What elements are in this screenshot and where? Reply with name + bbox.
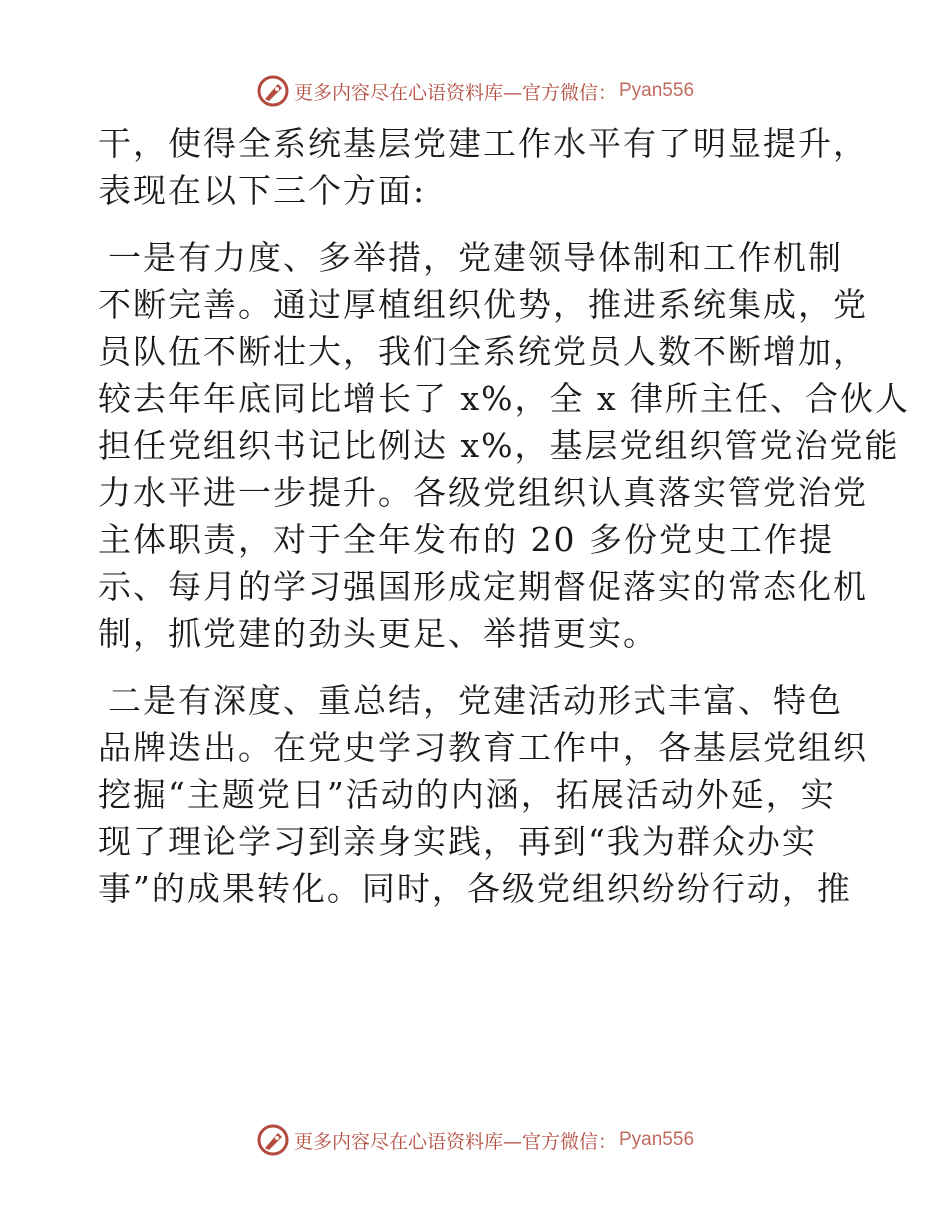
text-line: 一是有力度、多举措，党建领导体制和工作机制 bbox=[108, 238, 843, 277]
pen-nib-logo-icon bbox=[256, 1123, 290, 1157]
footer-banner bbox=[0, 1120, 950, 1160]
text-line: 品牌迭出。在党史学习教育工作中，各基层党组织 bbox=[98, 728, 868, 767]
text-line: 事”的成果转化。同时，各级党组织纷纷行动，推 bbox=[98, 869, 852, 908]
pen-nib-logo-icon bbox=[256, 74, 290, 108]
text-line: 不断完善。通过厚植组织优势，推进系统集成，党 bbox=[98, 285, 868, 324]
document-body bbox=[98, 120, 911, 912]
text-line: 表现在以下三个方面: bbox=[98, 171, 427, 210]
text-line: 主体职责，对于全年发布的 20 多份党史工作提 bbox=[98, 520, 834, 559]
text-line: 制，抓党建的劲头更足、举措更实。 bbox=[98, 614, 658, 653]
text-line: 示、每月的学习强国形成定期督促落实的常态化机 bbox=[98, 567, 868, 606]
paragraph bbox=[98, 234, 911, 657]
banner-text: 更多内容尽在心语资料库—官方微信： bbox=[293, 81, 617, 104]
banner-contact: Pyan556 bbox=[619, 80, 695, 101]
paragraph bbox=[98, 120, 868, 214]
text-line: 较去年年底同比增长了 x%，全 x 律所主任、合伙人 bbox=[98, 379, 911, 418]
text-line: 现了理论学习到亲身实践，再到“我为群众办实 bbox=[98, 822, 817, 861]
header-banner bbox=[0, 71, 950, 111]
text-line: 员队伍不断壮大，我们全系统党员人数不断增加， bbox=[98, 332, 868, 371]
text-line: 担任党组织书记比例达 x%，基层党组织管党治党能 bbox=[98, 426, 900, 465]
banner-text: 更多内容尽在心语资料库—官方微信： bbox=[293, 1130, 617, 1153]
text-line: 干，使得全系统基层党建工作水平有了明显提升， bbox=[98, 124, 868, 163]
banner-contact: Pyan556 bbox=[619, 1129, 695, 1150]
text-line: 力水平进一步提升。各级党组织认真落实管党治党 bbox=[98, 473, 868, 512]
text-line: 挖掘“主题党日”活动的内涵，拓展活动外延，实 bbox=[98, 775, 836, 814]
paragraph bbox=[98, 677, 868, 912]
text-line: 二是有深度、重总结，党建活动形式丰富、特色 bbox=[108, 681, 843, 720]
